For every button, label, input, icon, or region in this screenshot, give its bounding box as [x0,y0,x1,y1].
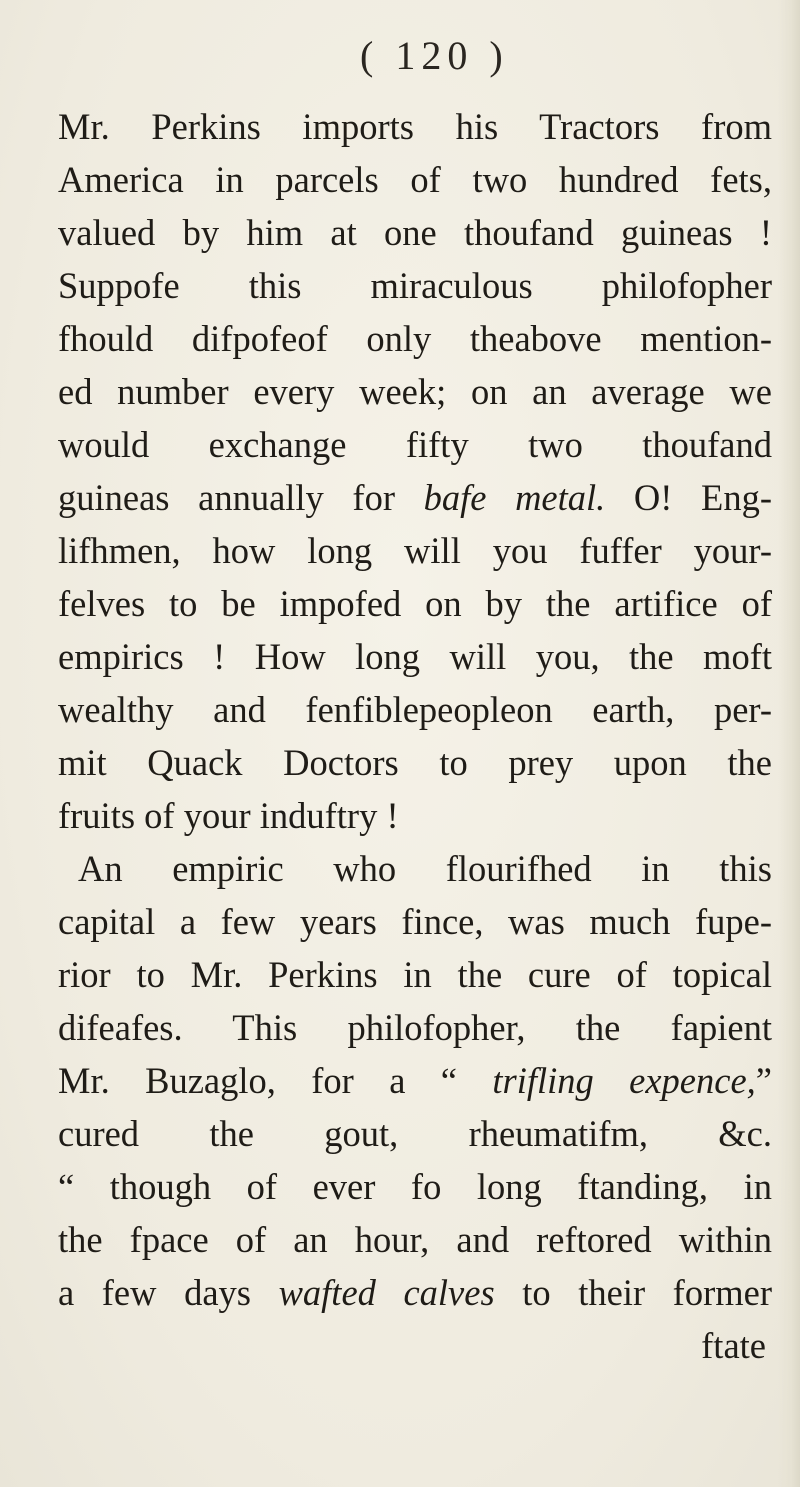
text-line: Suppofe this miraculous philofopher [58,265,772,306]
text-segment: a few days [58,1272,279,1313]
body-text [58,100,772,1372]
text-line: fruits of your induftry ! [58,795,399,836]
text-line: the fpace of an hour, and reftored within [58,1219,772,1260]
text-line: America in parcels of two hundred fets, [58,159,772,200]
text-segment: Mr. Buzaglo, for a “ [58,1060,493,1101]
italic-phrase: trifling expence, [492,1060,756,1101]
italic-phrase: bafe metal. [423,477,606,518]
text-line: difeafes. This philofopher, the fapient [58,1007,772,1048]
italic-phrase: wafted calves [278,1272,495,1313]
page-number: ( 120 ) [360,33,509,78]
text-line: felves to be impofed on by the artifice of [58,583,772,624]
text-line: lifhmen, how long will you fuffer your- [58,530,772,571]
text-line: capital a few years fince, was much fupe- [58,901,772,942]
text-line: ed number every week; on an average we [58,371,772,412]
text-line: Mr. Perkins imports his Tractors from [58,106,772,147]
text-line: mit Quack Doctors to prey upon the [58,742,772,783]
text-line [58,1054,772,1107]
text-line: would exchange fifty two thoufand [58,424,772,465]
text-line [58,1266,772,1319]
text-segment: to their former [494,1272,772,1313]
catchword: ftate [701,1325,766,1366]
text-line: “ though of ever fo long ftanding, in [58,1166,772,1207]
text-line: valued by him at one thoufand guineas ! [58,212,772,253]
text-line: An empiric who flourifhed in this [78,848,772,889]
text-segment: O! Eng- [605,477,773,518]
text-line [58,471,772,524]
text-segment: ” [755,1060,772,1101]
text-line: fhould difpofeof only theabove mention- [58,318,772,359]
text-segment: guineas annually for [58,477,424,518]
text-line: cured the gout, rheumatifm, &c. [58,1113,772,1154]
text-line: rior to Mr. Perkins in the cure of topical [58,954,772,995]
text-line: wealthy and fenfiblepeopleon earth, per- [58,689,772,730]
page-edge-shadow [778,0,800,1487]
text-line: empirics ! How long will you, the moft [58,636,772,677]
